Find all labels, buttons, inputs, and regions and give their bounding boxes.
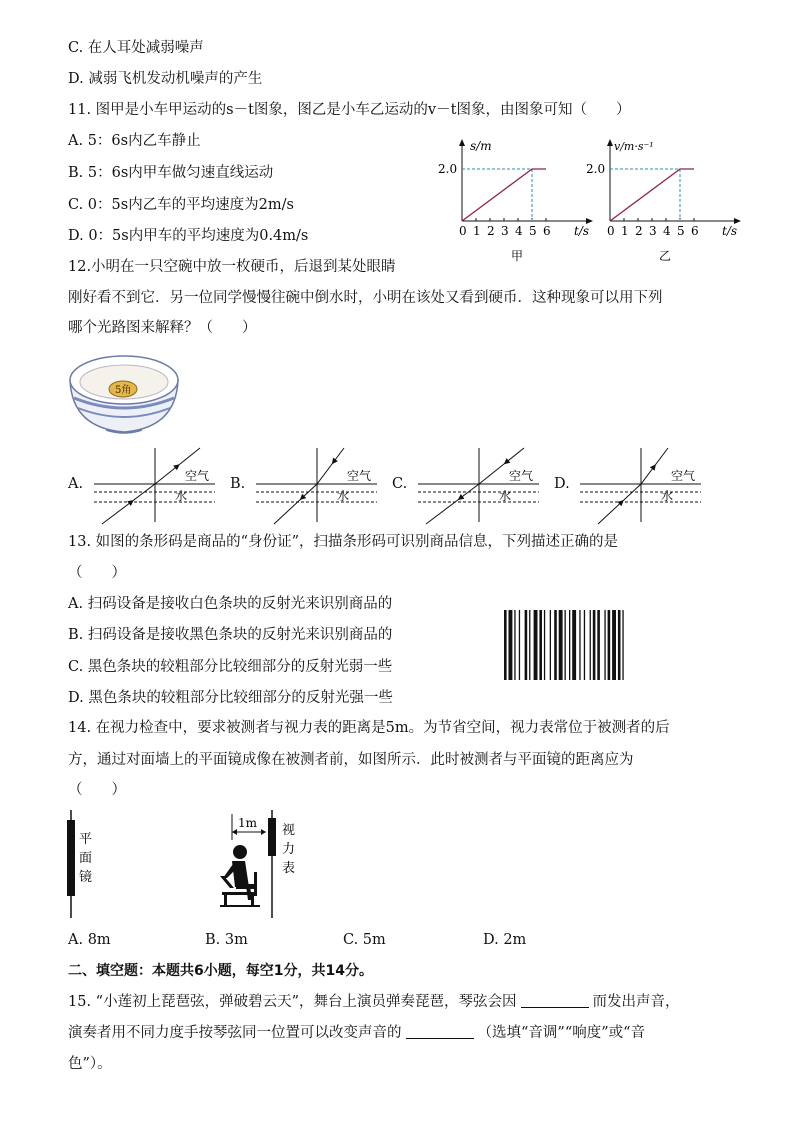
barcode-bar: [604, 610, 605, 680]
question-14-line3: （ ）: [68, 782, 126, 798]
mirror-label-2: 面: [79, 851, 93, 866]
x-tick-label: 1: [473, 224, 481, 238]
x-tick-label: 6: [691, 224, 699, 238]
barcode-bar: [539, 610, 542, 680]
question-14-line2: 方，通过对面墙上的平面镜成像在被测者前，如图所示．此时被测者与平面镜的距离应为: [68, 752, 634, 768]
option-13b: B. 扫码设备是接收黑色条块的反射光来识别商品的: [68, 627, 393, 643]
section-heading: 二、填空题：本题共6小题，每空1分，共14分。: [68, 963, 373, 979]
barcode-image: [502, 610, 666, 682]
barcode-bar: [504, 610, 507, 680]
barcode-bar: [519, 610, 520, 680]
graph-caption: 乙: [659, 249, 672, 263]
option-10d: D. 减弱飞机发动机噪声的产生: [68, 71, 263, 87]
question-15-text-c: 演奏者用不同力度手按琴弦同一位置可以改变声音的: [68, 1025, 402, 1041]
bowl-with-coin-illustration: [66, 350, 182, 436]
option-13d: D. 黑色条块的较粗部分比较细部分的反射光强一些: [68, 690, 393, 706]
ray-diagram-svg: [576, 444, 706, 528]
option-14b: B. 3m: [205, 932, 248, 948]
x-tick-label: 5: [677, 224, 685, 238]
barcode-bar: [559, 610, 563, 680]
x-tick-label: 2: [487, 224, 495, 238]
option-10c: C. 在人耳处减弱噪声: [68, 40, 204, 56]
barcode-bar: [525, 610, 528, 680]
ray-option-label: C.: [392, 476, 408, 492]
option-13c: C. 黑色条块的较粗部分比较细部分的反射光弱一些: [68, 659, 393, 675]
barcode-bar: [550, 610, 551, 680]
x-tick-label: 0: [459, 224, 467, 238]
y-axis-label: s/m: [470, 139, 492, 153]
ray-option-label: A.: [68, 476, 84, 492]
barcode-bar: [612, 610, 616, 680]
barcode-bar: [565, 610, 566, 680]
ray-arrowhead: [329, 458, 337, 466]
water-label: 水: [337, 489, 350, 503]
chart-label-2: 力: [282, 842, 296, 857]
question-13-line1: 13. 如图的条形码是商品的“身份证”，扫描条形码可识别商品信息，下列描述正确的是: [68, 534, 618, 550]
graph-caption: 甲: [511, 249, 524, 263]
coin-label: 5角: [115, 385, 132, 396]
question-11: 11. 图甲是小车甲运动的s－t图象，图乙是小车乙运动的v－t图象，由图象可知（ ）: [68, 102, 631, 118]
seated-person-icon: [220, 845, 260, 907]
barcode-bar: [593, 610, 596, 680]
question-15-line2: [68, 1023, 645, 1043]
ray-option-label: B.: [230, 476, 246, 492]
barcode-bar: [572, 610, 576, 680]
question-12-line1: 12.小明在一只空碗中放一枚硬币，后退到某处眼睛: [68, 259, 396, 275]
light-ray: [102, 448, 200, 524]
ray-diagram-svg: [414, 444, 544, 528]
y-tick-label: 2.0: [586, 162, 606, 176]
graph-line: [462, 169, 546, 221]
ray-arrowhead: [650, 462, 658, 470]
barcode-bar: [597, 610, 600, 680]
barcode-bar: [579, 610, 580, 680]
x-tick-label: 1: [621, 224, 629, 238]
mirror-label-3: 镜: [79, 870, 93, 885]
answer-blank-1[interactable]: [521, 993, 589, 1008]
option-14a: A. 8m: [68, 932, 111, 948]
light-ray: [598, 448, 668, 524]
option-11d: D. 0：5s内甲车的平均速度为0.4m/s: [68, 228, 309, 244]
y-axis-label: v/m·s⁻¹: [614, 140, 654, 153]
barcode-bar: [509, 610, 513, 680]
ray-option-label: D.: [554, 476, 570, 492]
air-label: 空气: [185, 469, 210, 483]
answer-blank-2[interactable]: [406, 1024, 474, 1039]
option-11c: C. 0：5s内乙车的平均速度为2m/s: [68, 197, 294, 213]
plane-mirror: [67, 820, 75, 896]
x-axis-label: t/s: [722, 224, 738, 238]
x-tick-label: 4: [515, 224, 523, 238]
water-label: 水: [175, 489, 188, 503]
distance-label: 1m: [238, 816, 258, 830]
x-axis-label: t/s: [574, 224, 590, 238]
graph-jia: [430, 132, 600, 267]
x-tick-label: 5: [529, 224, 537, 238]
question-15-text-a: 15. “小莲初上琵琶弦，弹破碧云天”，舞台上演员弹奏琵琶，琴弦会因: [68, 994, 517, 1010]
x-tick-label: 0: [607, 224, 615, 238]
eye-test-illustration: [60, 808, 310, 920]
x-tick-label: 2: [635, 224, 643, 238]
barcode-bar: [514, 610, 515, 680]
barcode-bar: [529, 610, 530, 680]
barcode-bar: [584, 610, 585, 680]
light-ray: [426, 448, 524, 524]
chart-label-3: 表: [282, 861, 296, 876]
question-14-line1: 14. 在视力检查中，要求被测者与视力表的距离是5m。为节省空间，视力表常位于被测者的后: [68, 720, 670, 736]
option-14d: D. 2m: [483, 932, 527, 948]
x-tick-label: 3: [649, 224, 657, 238]
barcode-bar: [534, 610, 538, 680]
x-tick-label: 3: [501, 224, 509, 238]
graph-yi: [578, 132, 748, 267]
x-tick-label: 4: [663, 224, 671, 238]
question-13-line2: （ ）: [68, 565, 126, 581]
barcode-bar: [622, 610, 623, 680]
ray-diagram-svg: [90, 444, 220, 528]
question-15-text-d: （选填“音调”“响度”或“音: [477, 1025, 646, 1041]
ray-arrowhead: [456, 494, 464, 502]
barcode-bar: [569, 610, 570, 680]
water-label: 水: [499, 489, 512, 503]
option-14c: C. 5m: [343, 932, 386, 948]
ray-diagram-svg: [252, 444, 382, 528]
barcode-bar: [618, 610, 621, 680]
x-tick-label: 6: [543, 224, 551, 238]
barcode-bar: [608, 610, 611, 680]
option-13a: A. 扫码设备是接收白色条块的反射光来识别商品的: [68, 596, 393, 612]
barcode-bar: [554, 610, 557, 680]
air-label: 空气: [509, 469, 534, 483]
question-15-line1: [68, 992, 680, 1012]
mirror-label-1: 平: [79, 832, 93, 847]
eye-chart: [268, 818, 276, 856]
question-15-line3: 色”）。: [68, 1056, 112, 1072]
water-label: 水: [661, 489, 674, 503]
option-11a: A. 5：6s内乙车静止: [68, 133, 201, 149]
y-tick-label: 2.0: [438, 162, 458, 176]
barcode-bar: [544, 610, 545, 680]
chart-label-1: 视: [282, 823, 296, 838]
graph-line: [610, 169, 694, 221]
air-label: 空气: [347, 469, 372, 483]
question-12-line2: 刚好看不到它．另一位同学慢慢往碗中倒水时，小明在该处又看到硬币．这种现象可以用下列: [68, 290, 663, 306]
option-11b: B. 5：6s内甲车做匀速直线运动: [68, 165, 274, 181]
question-12-line3: 哪个光路图来解释？（ ）: [68, 320, 257, 336]
question-15-text-b: 而发出声音，: [592, 994, 680, 1010]
air-label: 空气: [671, 469, 696, 483]
barcode-bar: [590, 610, 591, 680]
